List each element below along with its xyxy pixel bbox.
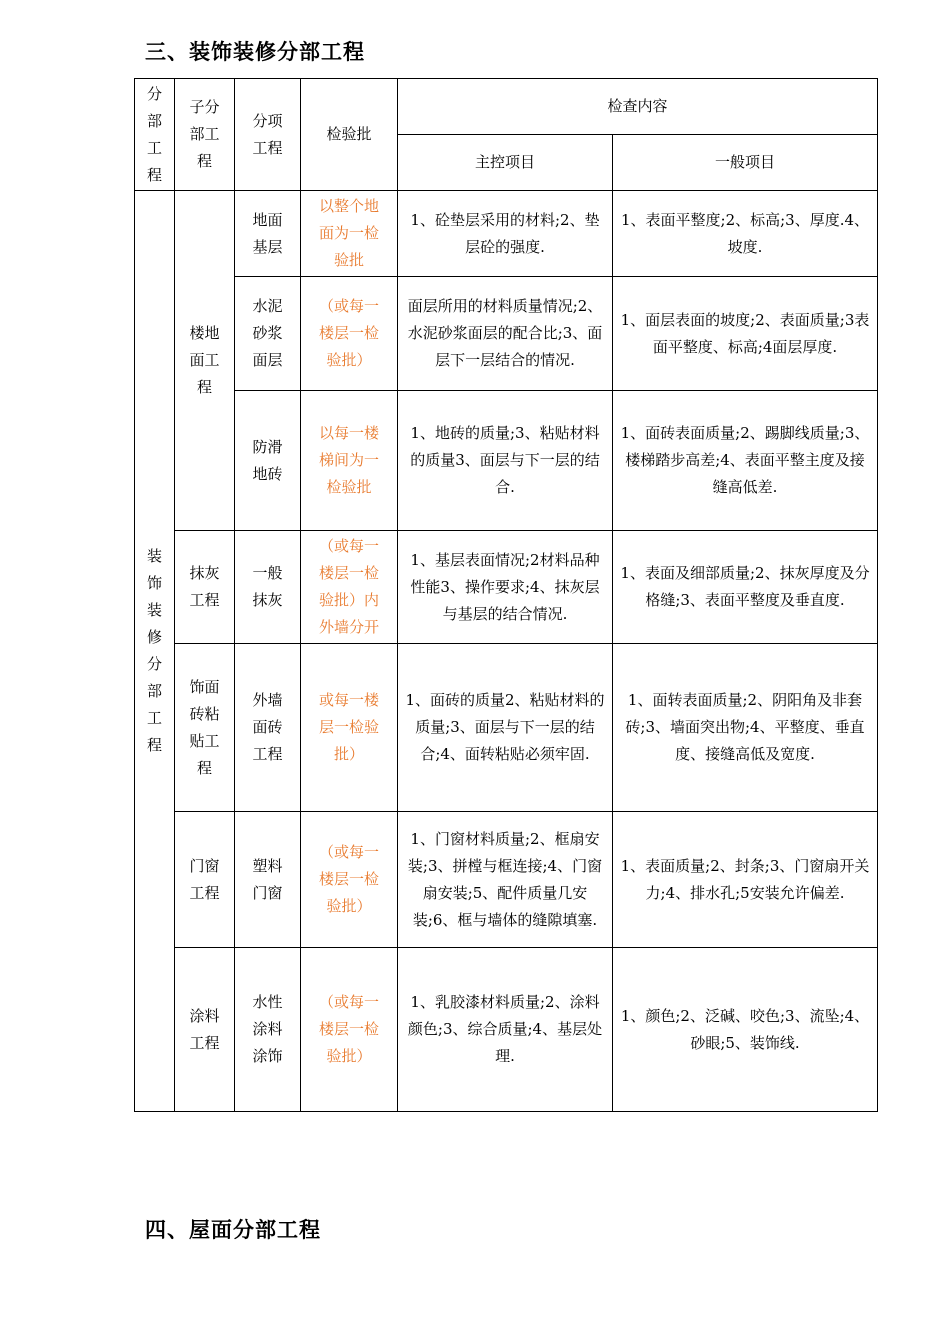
sub-division-cell: 涂料工程	[175, 948, 235, 1112]
table-row	[135, 644, 878, 812]
batch-cell: （或每一楼层一检验批）内外墙分开	[301, 531, 398, 644]
general-cell: 1、颜色;2、泛碱、咬色;3、流坠;4、砂眼;5、装饰线.	[613, 948, 878, 1112]
item-cell: 防滑地砖	[235, 391, 301, 531]
item-cell: 地面基层	[235, 191, 301, 277]
main-cell: 1、面砖的质量2、粘贴材料的质量;3、面层与下一层的结合;4、面转粘贴必须牢固.	[398, 644, 613, 812]
header-jianyanpi: 检验批	[301, 79, 398, 191]
table-row	[135, 948, 878, 1112]
division-cell: 装饰装修分部工程	[135, 191, 175, 1112]
item-cell: 外墙面砖工程	[235, 644, 301, 812]
batch-cell: 以每一楼梯间为一检验批	[301, 391, 398, 531]
batch-cell: 或每一楼层一检验批）	[301, 644, 398, 812]
batch-cell: （或每一楼层一检验批）	[301, 948, 398, 1112]
batch-cell: （或每一楼层一检验批）	[301, 277, 398, 391]
header-zifenbu: 子分部工程	[175, 79, 235, 191]
main-cell: 1、基层表面情况;2材料品种性能3、操作要求;4、抹灰层与基层的结合情况.	[398, 531, 613, 644]
sub-division-cell: 门窗工程	[175, 812, 235, 948]
header-fenxiang: 分项工程	[235, 79, 301, 191]
main-cell: 1、地砖的质量;3、粘贴材料的质量3、面层与下一层的结合.	[398, 391, 613, 531]
inspection-table	[134, 78, 878, 1112]
main-cell: 1、乳胶漆材料质量;2、涂料颜色;3、综合质量;4、基层处理.	[398, 948, 613, 1112]
header-main: 主控项目	[398, 135, 613, 191]
batch-cell: 以整个地面为一检验批	[301, 191, 398, 277]
main-cell: 1、砼垫层采用的材料;2、垫层砼的强度.	[398, 191, 613, 277]
item-cell: 水泥砂浆面层	[235, 277, 301, 391]
general-cell: 1、面转表面质量;2、阴阳角及非套砖;3、墙面突出物;4、平整度、垂直度、接缝高低及宽度.	[613, 644, 878, 812]
sub-division-cell: 饰面砖粘贴工程	[175, 644, 235, 812]
main-cell: 1、门窗材料质量;2、框扇安装;3、拼樘与框连接;4、门窗扇安装;5、配件质量几安装;6、框与墙体的缝隙填塞.	[398, 812, 613, 948]
header-general: 一般项目	[613, 135, 878, 191]
item-cell: 塑料门窗	[235, 812, 301, 948]
main-cell: 面层所用的材料质量情况;2、水泥砂浆面层的配合比;3、面层下一层结合的情况.	[398, 277, 613, 391]
general-cell: 1、表面平整度;2、标高;3、厚度.4、坡度.	[613, 191, 878, 277]
table-row	[135, 277, 878, 391]
section-heading-roof: 四、屋面分部工程	[145, 1218, 321, 1242]
sub-division-cell: 抹灰工程	[175, 531, 235, 644]
item-cell: 一般抹灰	[235, 531, 301, 644]
general-cell: 1、表面质量;2、封条;3、门窗扇开关力;4、排水孔;5安装允许偏差.	[613, 812, 878, 948]
general-cell: 1、表面及细部质量;2、抹灰厚度及分格缝;3、表面平整度及垂直度.	[613, 531, 878, 644]
sub-division-cell: 楼地面工程	[175, 191, 235, 531]
table-row	[135, 191, 878, 277]
header-content: 检查内容	[398, 79, 878, 135]
table-row	[135, 812, 878, 948]
general-cell: 1、面层表面的坡度;2、表面质量;3表面平整度、标高;4面层厚度.	[613, 277, 878, 391]
item-cell: 水性涂料涂饰	[235, 948, 301, 1112]
batch-cell: （或每一楼层一检验批）	[301, 812, 398, 948]
table-row	[135, 391, 878, 531]
general-cell: 1、面砖表面质量;2、踢脚线质量;3、楼梯踏步高差;4、表面平整主度及接缝高低差.	[613, 391, 878, 531]
table-row	[135, 531, 878, 644]
section-heading-decoration: 三、装饰装修分部工程	[145, 40, 365, 64]
header-fenbu: 分部工程	[135, 79, 175, 191]
